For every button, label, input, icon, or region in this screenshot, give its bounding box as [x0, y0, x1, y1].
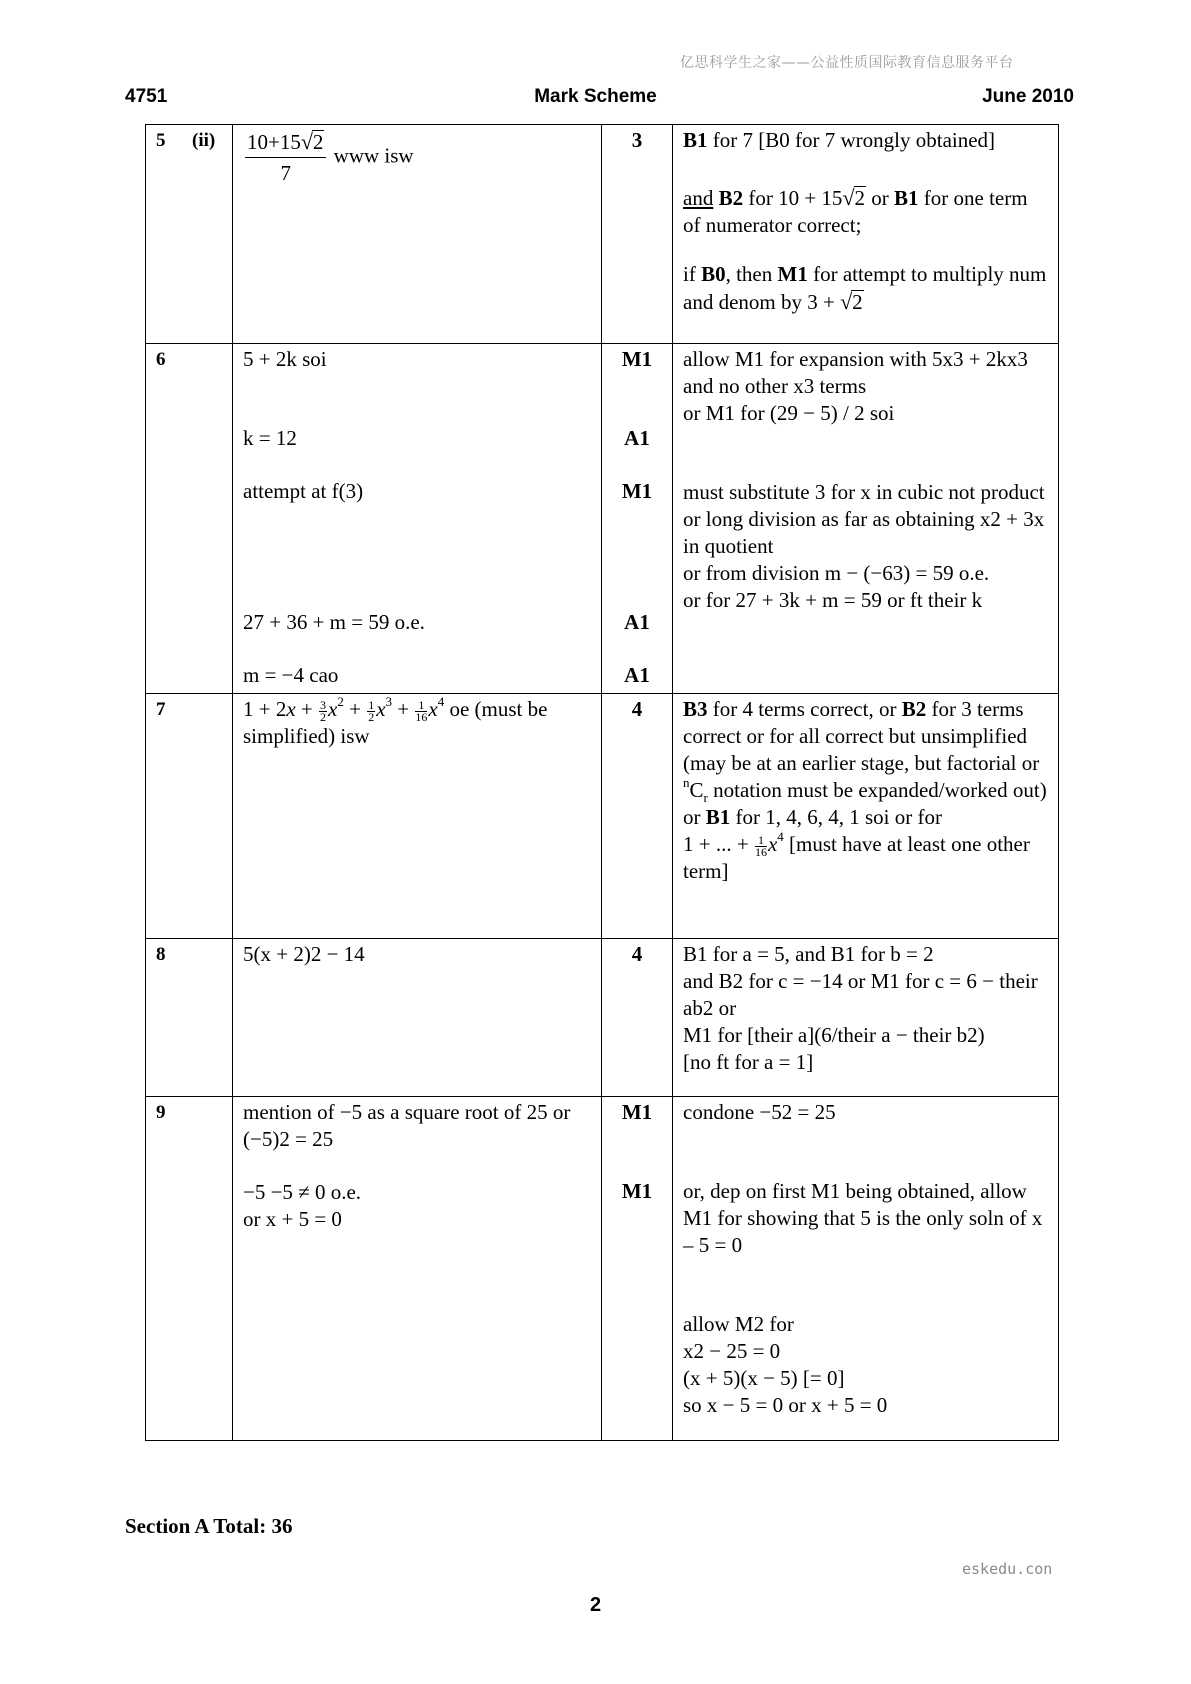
table-row-q9 [146, 1097, 1059, 1441]
page-title: Mark Scheme [534, 86, 657, 107]
mark-scheme-table [145, 124, 1059, 1441]
guidance-cell: allow M1 for expansion with 5x3 + 2kx3 and no other x3 terms or M1 for (29 − 5) / 2 soi must substitute 3 for x in cubic not product or long division as far as obtaining x2 + 3x in quotient or from division m − (−63) = 59 o.e. or for 27 + 3k + m = 59 or ft their k [673, 344, 1059, 694]
answer-cell: 5 + 2k soi k = 12 attempt at f(3) 27 + 36 + m = 59 o.e. m = −4 cao [233, 344, 602, 694]
guidance-cell: B3 for 4 terms correct, or B2 for 3 terms correct or for all correct but unsimplified (may be at an earlier stage, but factorial or $^nC_r$ notation must be expanded/worked out) or B1 for 1, 4, 6, 4, 1 soi or for 1 + ... + $\frac{1}{16}$ $x^4$ [must have at least one other term] [673, 694, 1059, 939]
table-row-q7 [146, 694, 1059, 939]
site-watermark: eskedu.con [962, 1560, 1053, 1578]
exam-date: June 2010 [982, 86, 1074, 107]
question-number: 7 [146, 694, 233, 939]
answer-cell: 1 + 2x + $\frac{3}{2}$ $x^2$ + $\frac{1}{2}$ $x^3$ + $\frac{1}{16}$ $x^4$ oe (must be simplified) isw [233, 694, 602, 939]
watermark-text: 亿思科学生之家——公益性质国际教育信息服务平台 [680, 55, 1014, 71]
question-number: 8 [146, 939, 233, 1097]
answer-fraction: $\frac{10+15√2}{7}$ [245, 127, 326, 188]
guidance-cell: B1 for a = 5, and B1 for b = 2 and B2 for c = −14 or M1 for c = 6 − their ab2 or M1 for [their a](6/their a − their b2) [no ft for a = 1] [673, 939, 1059, 1097]
paper-code: 4751 [125, 86, 168, 107]
mark-cell: M1 M1 [602, 1097, 673, 1441]
answer-cell: mention of −5 as a square root of 25 or (−5)2 = 25 −5 −5 ≠ 0 o.e. or x + 5 = 0 [233, 1097, 602, 1441]
mark-cell: 4 [602, 939, 673, 1097]
binomial-expansion: 1 + 2x + $\frac{3}{2}$ $x^2$ + $\frac{1}{2}$ $x^3$ + $\frac{1}{16}$ $x^4$ [243, 694, 445, 724]
table-row-q8 [146, 939, 1059, 1097]
question-number: 9 [146, 1097, 233, 1441]
guidance-cell: B1 for 7 [B0 for 7 wrongly obtained] and B2 for 10 + 15√2 or B1 for one term of numerator correct; if B0, then M1 for attempt to multiply num and denom by 3 + √2 [673, 125, 1059, 344]
question-number: 5 (ii) [146, 125, 233, 344]
mark-cell: 3 [602, 125, 673, 344]
answer-cell: 5(x + 2)2 − 14 [233, 939, 602, 1097]
table-row-q6 [146, 344, 1059, 694]
guidance-cell: condone −52 = 25 or, dep on first M1 being obtained, allow M1 for showing that 5 is the only soln of x – 5 = 0 allow M2 for x2 − 25 = 0 (x + 5)(x − 5) [= 0] so x − 5 = 0 or x + 5 = 0 [673, 1097, 1059, 1441]
question-number: 6 [146, 344, 233, 694]
page-number: 2 [589, 1594, 602, 1616]
table-row-q5 [146, 125, 1059, 344]
answer-cell: $\frac{10+15√2}{7}$ www isw [233, 125, 602, 344]
section-total: Section A Total: 36 [125, 1514, 293, 1538]
mark-cell: M1 A1 M1 A1 A1 [602, 344, 673, 694]
mark-cell: 4 [602, 694, 673, 939]
